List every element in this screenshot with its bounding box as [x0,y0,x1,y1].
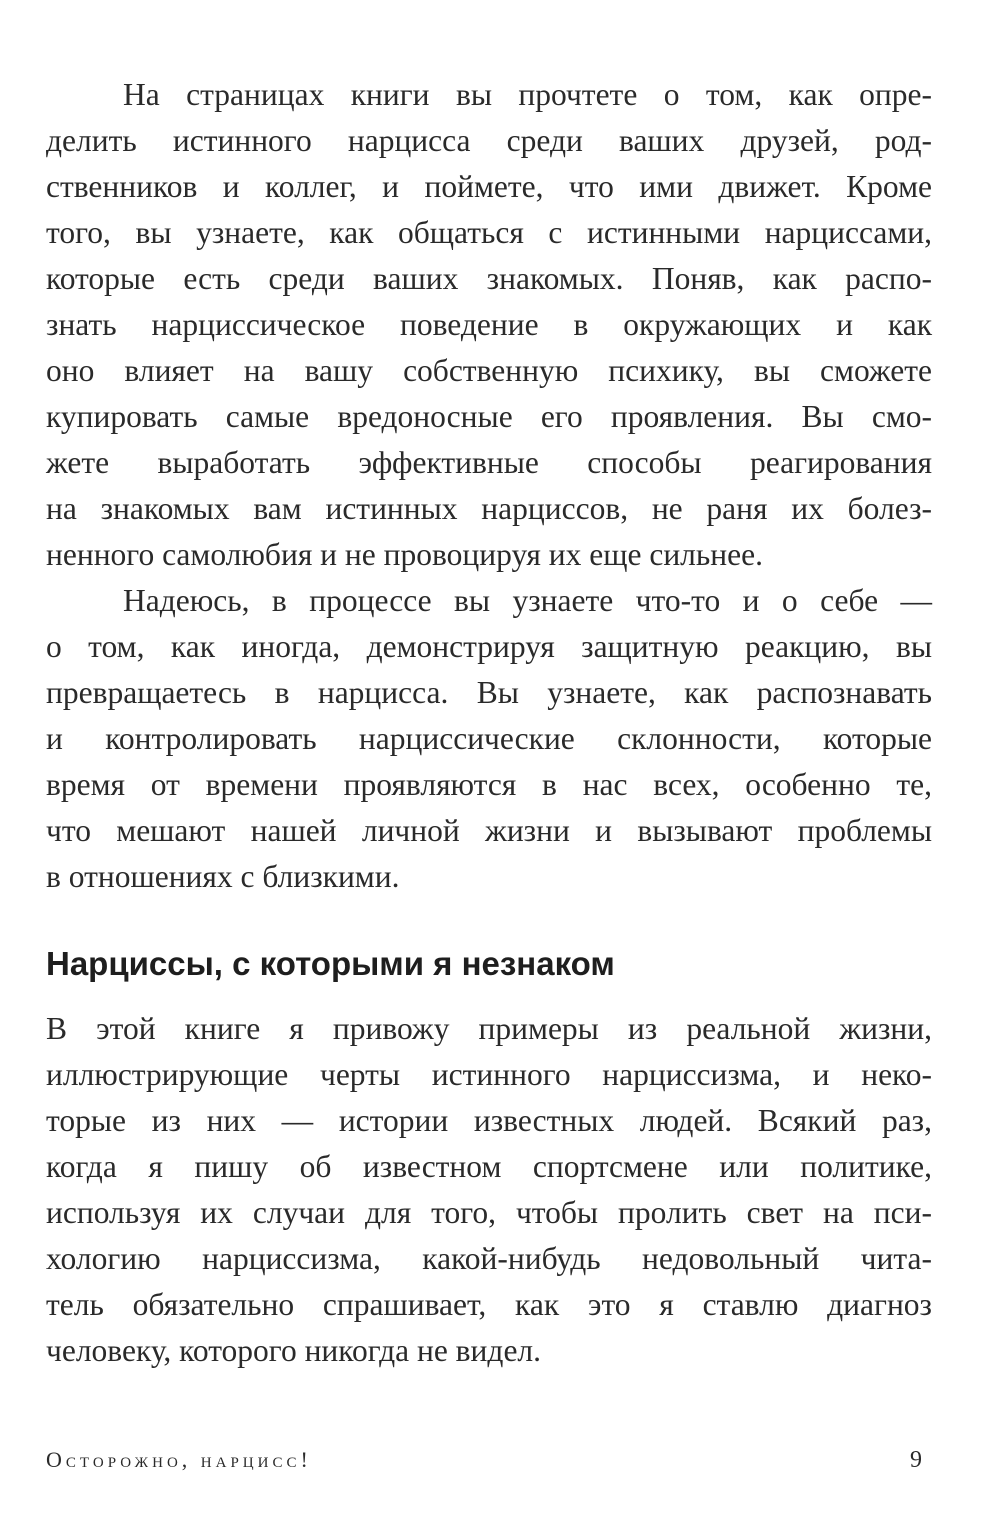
text-line: жете выработать эффективные способы реагирования [46,445,932,480]
section-heading: Нарциссы, с которыми я незнаком [46,945,615,982]
text-line: на знакомых вам истинных нарциссов, не раня их болез- [46,491,932,526]
text-line: что мешают нашей личной жизни и вызывают проблемы [46,813,932,848]
text-line: торые из них — истории известных людей. Всякий раз, [46,1103,932,1138]
text-line: ственников и коллег, и поймете, что ими движет. Кроме [46,169,932,204]
text-line: хологию нарциссизма, какой-нибудь недовольный чита- [46,1241,932,1276]
text-line: используя их случаи для того, чтобы пролить свет на пси- [46,1195,932,1230]
text-line: когда я пишу об известном спортсмене или политике, [46,1149,932,1184]
text-line: время от времени проявляются в нас всех, особенно те, [46,767,932,802]
text-line: тель обязательно спрашивает, как это я ставлю диагноз [46,1287,932,1322]
text-line: о том, как иногда, демонстрируя защитную реакцию, вы [46,629,932,664]
text-line: в отношениях с близкими. [46,859,400,894]
text-line: В этой книге я привожу примеры из реальной жизни, [46,1011,932,1046]
text-line: оно влияет на вашу собственную психику, вы сможете [46,353,932,388]
text-line: человеку, которого никогда не видел. [46,1333,542,1368]
text-line: того, вы узнаете, как общаться с истинными нарциссами, [46,215,932,250]
text-line: иллюстрирующие черты истинного нарциссизма, и неко- [46,1057,932,1092]
section-body [46,1006,932,1374]
text-line: превращаетесь в нарцисса. Вы узнаете, как распознавать [46,675,932,710]
page-number: 9 [910,1447,922,1473]
text-line: На страницах книги вы прочтете о том, как опре- [123,77,932,112]
text-line: которые есть среди ваших знакомых. Поняв, как распо- [46,261,932,296]
text-line: купировать самые вредоносные его проявления. Вы смо- [46,399,932,434]
paragraph-1 [46,72,932,578]
paragraph-2 [46,578,932,900]
body-text [46,72,932,900]
page-footer [46,1440,932,1480]
text-line: Надеюсь, в процессе вы узнаете что-то и о себе — [123,583,932,618]
text-line: и контролировать нарциссические склонности, которые [46,721,932,756]
text-line: делить истинного нарцисса среди ваших друзей, род- [46,123,932,158]
text-line: знать нарциссическое поведение в окружающих и как [46,307,932,342]
running-title: Осторожно, нарцисс! [46,1447,312,1472]
text-line: ненного самолюбия и не провоцируя их еще сильнее. [46,537,763,572]
